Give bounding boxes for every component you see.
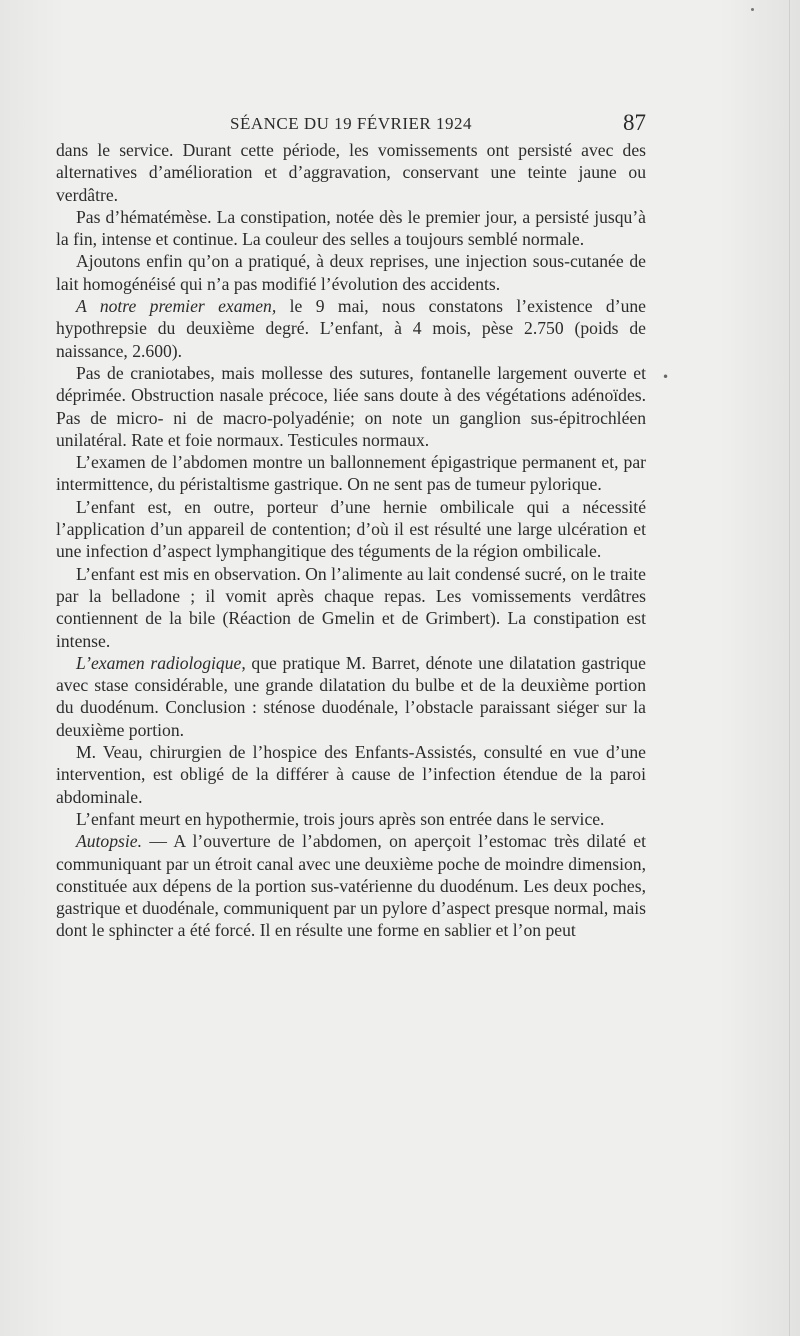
speck (751, 8, 754, 11)
paragraph-lead: L’examen radiologique, (76, 652, 246, 673)
paragraph-6 (56, 451, 646, 496)
running-header (56, 100, 646, 140)
paragraph-lead: Autopsie. (76, 831, 142, 852)
paragraph-text: Pas de craniotabes, mais mollesse des sutures, fontanelle largement ouverte et déprimée. Obstruction nasale précoce, liée sans doute à des végétations adénoïdes. Pas de micro- ni de macro-polyadénie; on note un ganglion sus-épitrochléen unilatéral. Rate et foie normaux. Testicules normaux. (56, 362, 646, 450)
paragraph-4 (56, 295, 646, 362)
page-edge (789, 0, 790, 1336)
paragraph-text: L’enfant meurt en hypothermie, trois jours après son entrée dans le service. (76, 808, 605, 829)
paragraph-text: le 9 mai, nous constatons l’existence d’une hypothrepsie du deuxième degré. L’enfant, à 4 mois, pèse 2.750 (poids de naissance, 2.600). (56, 296, 646, 361)
margin-mark: • (662, 370, 670, 384)
paragraph-text: — A l’ouverture de l’abdomen, on aperçoit l’estomac très dilaté et communiquant par un étroit canal avec une deuxième poche de moindre dimension, constituée aux dépens de la portion sus-vatérienne du duodénum. Les deux poches, gastrique et duodénale, communiquent par un pylore d’aspect presque normal, mais dont le sphincter a été forcé. Il en résulte une forme en sablier et l’on peut (56, 831, 646, 941)
paragraph-2 (56, 206, 646, 251)
paragraph-text: M. Veau, chirurgien de l’hospice des Enfants-Assistés, consulté en vue d’une intervention, est obligé de la différer à cause de l’infection étendue de la paroi abdominale. (56, 742, 646, 807)
paragraph-lead: A notre premier examen, (76, 296, 277, 317)
paragraph-text: que pratique M. Barret, dénote une dilatation gastrique avec stase considérable, une grande dilatation du bulbe et de la deuxième portion du duodénum. Conclusion : sténose duodénale, l’obstacle paraissant siéger sur la deuxième portion. (56, 652, 646, 740)
paragraph-11 (56, 808, 646, 830)
header-title: SÉANCE DU 19 FÉVRIER 1924 (229, 114, 472, 133)
paragraph-text: dans le service. Durant cette période, les vomissements ont persisté avec des alternatives d’amélioration et d’aggravation, conservant une teinte jaune ou verdâtre. (56, 140, 646, 205)
paragraph-7 (56, 496, 646, 563)
paragraph-text: L’enfant est mis en observation. On l’alimente au lait condensé sucré, on le traite par la belladone ; il vomit après chaque repas. Les vomissements verdâtres contiennent de la bile (Réaction de Gmelin et de Grimbert). La constipation est intense. (56, 563, 646, 651)
paragraph-9 (56, 652, 646, 741)
paragraph-5 (56, 362, 646, 451)
paragraph-1 (56, 139, 646, 206)
paragraph-12 (56, 830, 646, 941)
paragraph-3 (56, 250, 646, 295)
paragraph-text: Pas d’hématémèse. La constipation, notée dès le premier jour, a persisté jusqu’à la fin, intense et continue. La couleur des selles a toujours semblé normale. (56, 206, 646, 250)
paragraph-8 (56, 563, 646, 652)
paragraph-text: L’examen de l’abdomen montre un ballonnement épigastrique permanent et, par intermittence, du péristaltisme gastrique. On ne sent pas de tumeur pylorique. (56, 452, 646, 495)
paragraph-text: Ajoutons enfin qu’on a pratiqué, à deux reprises, une injection sous-cutanée de lait homogénéisé qui n’a pas modifié l’évolution des accidents. (56, 251, 646, 294)
paragraph-10 (56, 741, 646, 808)
paragraph-text: L’enfant est, en outre, porteur d’une hernie ombilicale qui a nécessité l’application d’un appareil de contention; d’où il est résulté une large ulcération et une infection d’aspect lymphangitique des téguments de la région ombilicale. (56, 496, 646, 562)
page-number: 87 (623, 110, 646, 135)
body-text (56, 139, 646, 942)
